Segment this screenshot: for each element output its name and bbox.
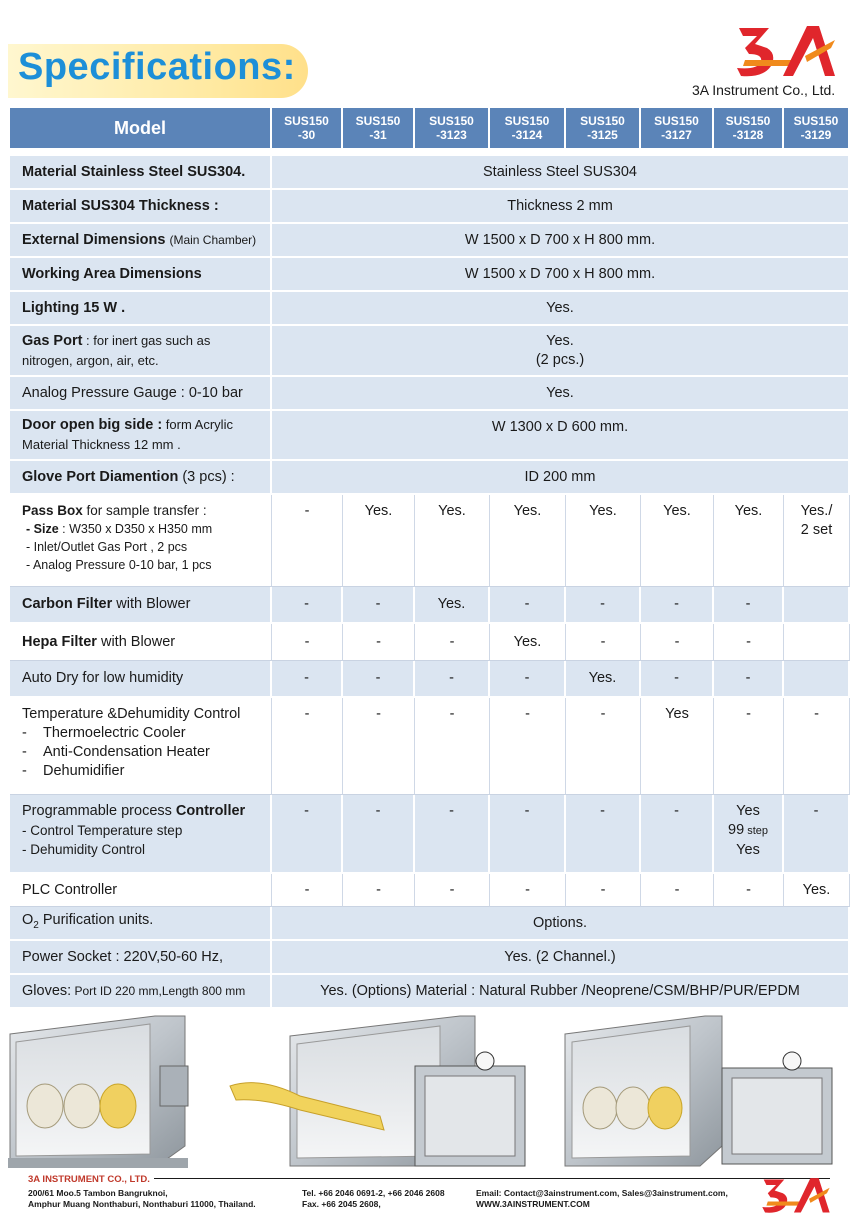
cell-value: Yes [641,698,714,795]
cell-value: - [415,874,490,907]
row-label: Working Area Dimensions [22,265,202,282]
table-row [10,156,850,190]
model-header: Model [10,108,272,148]
model-column-header: SUS150 -3129 [784,108,850,148]
row-label: Hepa Filter [22,633,97,650]
model-column-header: SUS150 -3125 [566,108,641,148]
cell-value: Yes. [490,624,566,661]
footer-address: 200/61 Moo.5 Tambon Bangruknoi, Amphur Muang Nonthaburi, Nonthaburi 11000, Thailand. [28,1188,256,1209]
row-value: Yes. (2 pcs.) [272,326,850,377]
cell-value: - [490,698,566,795]
cell-value: Yes. [415,587,490,624]
table-row [10,292,850,326]
table-row [10,941,850,975]
cell-value: - [566,624,641,661]
table-row: Hepa Filter with Blower - - - Yes. - - - [10,624,850,661]
cell-value: - [343,698,415,795]
row-label: Temperature &Dehumidity Control [22,706,241,722]
row-label: Lighting 15 W . [22,299,126,316]
cell-value: - [566,587,641,624]
specifications-table [10,108,850,1009]
row-label: Material Stainless Steel SUS304. [22,163,246,180]
cell-value: Yes. [641,495,714,587]
cell-value: - [641,587,714,624]
table-row: Carbon Filter with Blower - - Yes. - - - - [10,587,850,624]
cell-value: - [641,624,714,661]
row-value: Thickness 2 mm [272,190,850,224]
row-label: Controller [175,803,246,819]
cell-value: - [784,698,850,795]
model-column-header: SUS150 -3124 [490,108,566,148]
cell-value: - [343,874,415,907]
cell-value: - [272,587,343,624]
cell-value: - [415,698,490,795]
row-value: W 1500 x D 700 x H 800 mm. [272,224,850,258]
cell-value: - [490,795,566,874]
row-label: Material SUS304 Thickness : [22,197,219,214]
cell-value: - [490,587,566,624]
cell-value: - [272,698,343,795]
model-header-row [10,108,850,148]
glovebox-photo [8,1016,188,1168]
row-value: Yes. [272,292,850,326]
row-label: Pass Box [22,503,83,518]
table-row: Temperature &Dehumidity Control - Thermoelectric Cooler - Anti-Condensation Heater - Dehumidifier - - - - - Yes - - [10,698,850,795]
table-row [10,190,850,224]
row-value: Yes. (Options) Material : Natural Rubber /Neoprene/CSM/BHP/PUR/EPDM [272,975,850,1009]
cell-value [784,624,850,661]
cell-value: - [415,624,490,661]
row-label: Carbon Filter [22,596,113,612]
table-row: Pass Box for sample transfer : - Size : W350 x D350 x H350 mm - Inlet/Outlet Gas Port , 2 pcs - Analog Pressure 0-10 bar, 1 pcs - Yes. Yes. Yes. Yes. Yes. Yes. Yes./ 2 set [10,495,850,587]
row-value: Stainless Steel SUS304 [272,156,850,190]
3a-logo-icon [760,1174,834,1218]
table-row [10,224,850,258]
cell-value: Yes. [566,661,641,698]
cell-value: - [714,698,784,795]
table-row: Gas Port : for inert gas such as nitrogen, argon, air, etc. Yes. (2 pcs.) [10,326,850,377]
cell-value: - [714,624,784,661]
model-column-header: SUS150 -31 [343,108,415,148]
cell-value: Yes. [490,495,566,587]
cell-value: Yes. [714,495,784,587]
cell-value: - [343,587,415,624]
footer-phone: Tel. +66 2046 0691-2, +66 2046 2608 Fax. +66 2045 2608, [302,1188,445,1209]
product-photos [0,1006,860,1174]
cell-value: - [343,795,415,874]
row-value: ID 200 mm [272,461,850,495]
cell-value: - [641,874,714,907]
cell-value: - [566,698,641,795]
page-header [0,0,860,108]
row-label: Gloves: Port ID 220 mm,Length 800 mm [10,975,272,1009]
cell-value: - [641,795,714,874]
glovebox-photo [230,1016,525,1166]
row-label: Glove Port Diamention [22,468,179,485]
cell-value: - [490,874,566,907]
table-row [10,975,850,1009]
model-column-header: SUS150 -3127 [641,108,714,148]
table-row [10,377,850,411]
row-label-note: (Main Chamber) [169,232,257,247]
row-label: Power Socket : 220V,50-60 Hz, [10,941,272,975]
row-label: Gas Port [22,332,83,349]
row-value: Options. [272,907,850,941]
cell-value: - [566,795,641,874]
table-row [10,258,850,292]
row-label: Door open big side : [22,417,163,433]
cell-value: - [714,587,784,624]
3a-logo-icon [735,20,840,84]
table-row [10,661,850,698]
table-row [10,907,850,941]
row-value: Yes. (2 Channel.) [272,941,850,975]
row-label: $O_2$ Purification units. [10,907,272,941]
cell-value [784,587,850,624]
model-column-header: SUS150 -30 [272,108,343,148]
cell-value: - [490,661,566,698]
cell-value: - [272,795,343,874]
table-row: Glove Port Diamention (3 pcs) : ID 200 mm [10,461,850,495]
page-footer [0,1172,860,1223]
cell-value: Yes. [343,495,415,587]
footer-contact: Email: Contact@3ainstrument.com, Sales@3ainstrument.com, WWW.3AINSTRUMENT.COM [476,1188,728,1209]
company-name: 3A Instrument Co., Ltd. [692,82,836,98]
cell-value: - [714,874,784,907]
row-value: W 1300 x D 600 mm. [272,411,850,461]
cell-value: - [272,661,343,698]
model-column-header: SUS150 -3123 [415,108,490,148]
row-label: PLC Controller [10,874,272,907]
cell-value: Yes. [566,495,641,587]
row-label: Auto Dry for low humidity [10,661,272,698]
cell-value: - [714,661,784,698]
cell-value: Yes./ 2 set [784,495,850,587]
cell-value: Yes. [415,495,490,587]
page-title: Specifications: [18,46,296,88]
table-row: Programmable process Controller - Control Temperature step - Dehumidity Control - - - - - - Yes 99 step Yes - [10,795,850,874]
model-column-header: SUS150 -3128 [714,108,784,148]
cell-value: - [641,661,714,698]
cell-value: - [415,661,490,698]
cell-value: - [566,874,641,907]
cell-value: Yes 99 step Yes [714,795,784,874]
glovebox-photo [565,1016,832,1166]
cell-value [784,661,850,698]
row-label: External Dimensions [22,231,166,248]
row-value: Yes. [272,377,850,411]
row-value: W 1500 x D 700 x H 800 mm. [272,258,850,292]
row-label: Analog Pressure Gauge : 0-10 bar [10,377,272,411]
cell-value: Yes. [784,874,850,907]
cell-value: - [272,495,343,587]
table-row: Door open big side : form Acrylic Material Thickness 12 mm . W 1300 x D 600 mm. [10,411,850,461]
footer-company: 3A INSTRUMENT CO., LTD. [28,1174,154,1185]
cell-value: - [343,624,415,661]
cell-value: - [415,795,490,874]
cell-value: - [272,624,343,661]
cell-value: - [343,661,415,698]
cell-value: - [784,795,850,874]
cell-value: - [272,874,343,907]
table-row [10,874,850,907]
